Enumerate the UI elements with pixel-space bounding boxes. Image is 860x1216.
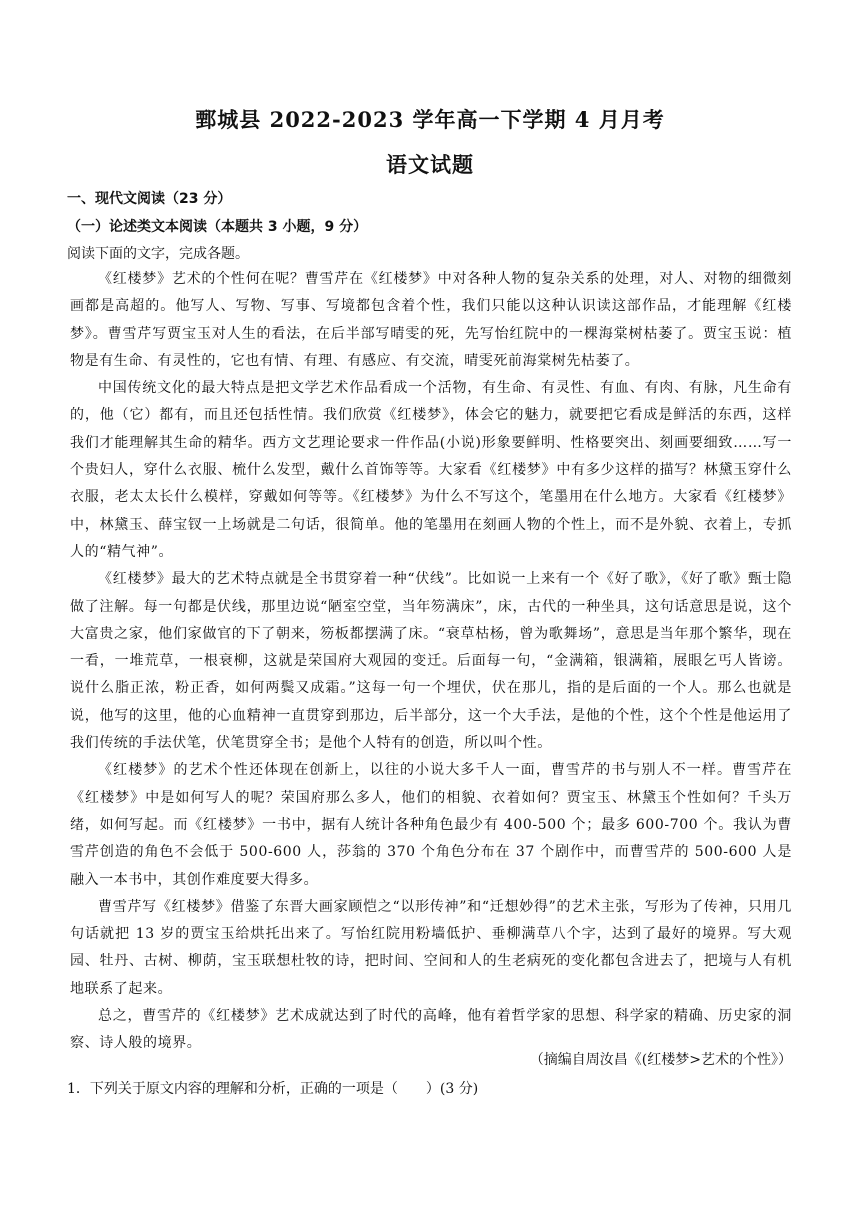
question-1: 1．下列关于原文内容的理解和分析，正确的一项是（ ）(3 分) — [67, 1081, 479, 1097]
passage-paragraph: 《红楼梦》最大的艺术特点就是全书贯穿着一种“伏线”。比如说一上来有一个《好了歌》，《好了歌》甄士隐做了注解。每一句都是伏线，那里边说“陋室空堂，当年笏满床”，床，古代的一种坐具，这句话意思是说，这个大富贵之家，他们家做官的下了朝来，笏板都摆满了床。“衰草枯杨，曾为歌舞场”，意思是当年那个繁华，现在一看，一堆荒草，一根衰柳，这就是荣国府大观园的变迁。后面每一句，“金满箱，银满箱，展眼乞丐人皆谤。说什么脂正浓，粉正香，如何两鬓又成霜。”这每一句一个埋伏，伏在那儿，指的是后面的一个人。那么也就是说，他写的这里，他的心血精神一直贯穿到那边，后半部分，这一个大手法，是他的个性，这个个性是他运用了我们传统的手法伏笔，伏笔贯穿全书；是他个人特有的创造，所以叫个性。 — [70, 571, 792, 752]
passage-paragraph: 《红楼梦》的艺术个性还体现在创新上，以往的小说大多千人一面，曹雪芹的书与别人不一样。曹雪芹在《红楼梦》中是如何写人的呢？荣国府那么多人，他们的相貌、衣着如何？贾宝玉、林黛玉个性如何？千头万绪，如何写起。而《红楼梦》一书中，据有人统计各种角色最少有 400-500 个；最多 600-700 个。我认为曹雪芹创造的角色不会低于 500-600 人，莎翁的 370 个角色分布在 37 个剧作中，而曹雪芹的 500-600 人是融入一本书中，其创作难度要大得多。 — [70, 762, 792, 888]
section-heading: 一、现代文阅读（23 分） — [67, 191, 232, 207]
passage-paragraph: 曹雪芹写《红楼梦》借鉴了东晋大画家顾恺之“以形传神”和“迁想妙得”的艺术主张，写形为了传神，只用几句话就把 13 岁的贾宝玉给烘托出来了。写怡红院用粉墙低护、垂柳满草八个字，达到了最好的境界。写大观园、牡丹、古树、柳荫，宝玉联想杜牧的诗，把时间、空间和人的生老病死的变化都包含进去了，把境与人有机地联系了起来。 — [70, 898, 792, 997]
exam-title: 鄄城县 2022-2023 学年高一下学期 4 月月考 — [195, 107, 665, 132]
passage-source: （摘编自周汝昌《(红楼梦>艺术的个性》） — [529, 1052, 792, 1068]
subsection-heading: （一）论述类文本阅读（本题共 3 小题，9 分） — [67, 219, 368, 235]
exam-subtitle: 语文试题 — [386, 152, 474, 177]
passage-paragraph: 中国传统文化的最大特点是把文学艺术作品看成一个活物，有生命、有灵性、有血、有肉、有脉，凡生命有的，他（它）都有，而且还包括性情。我们欣赏《红楼梦》，体会它的魅力，就要把它看成是鲜活的东西，这样我们才能理解其生命的精华。西方文艺理论要求一件作品(小说)形象要鲜明、性格要突出、刻画要细致……写一个贵妇人，穿什么衣服、梳什么发型，戴什么首饰等等。大家看《红楼梦》中有多少这样的描写？林黛玉穿什么衣服，老太太长什么模样，穿戴如何等等。《红楼梦》为什么不写这个，笔墨用在什么地方。大家看《红楼梦》中，林黛玉、薛宝钗一上场就是二句话，很简单。他的笔墨用在刻画人物的个性上，而不是外貌、衣着上，专抓人的“精气神”。 — [70, 380, 792, 560]
reading-instruction: 阅读下面的文字，完成各题。 — [67, 246, 249, 262]
passage-paragraph: 《红楼梦》艺术的个性何在呢？曹雪芹在《红楼梦》中对各种人物的复杂关系的处理，对人、对物的细微刻画都是高超的。他写人、写物、写事、写境都包含着个性，我们只能以这种认识读这部作品，才能理解《红楼梦》。曹雪芹写贾宝玉对人生的看法，在后半部写晴雯的死，先写怡红院中的一棵海棠树枯萎了。贾宝玉说：植物是有生命、有灵性的，它也有情、有理、有感应、有交流，晴雯死前海棠树先枯萎了。 — [70, 271, 792, 369]
passage-paragraph: 总之，曹雪芹的《红楼梦》艺术成就达到了时代的高峰，他有着哲学家的思想、科学家的精确、历史家的洞察、诗人般的境界。 — [70, 1008, 792, 1052]
reading-passage — [70, 266, 792, 1058]
